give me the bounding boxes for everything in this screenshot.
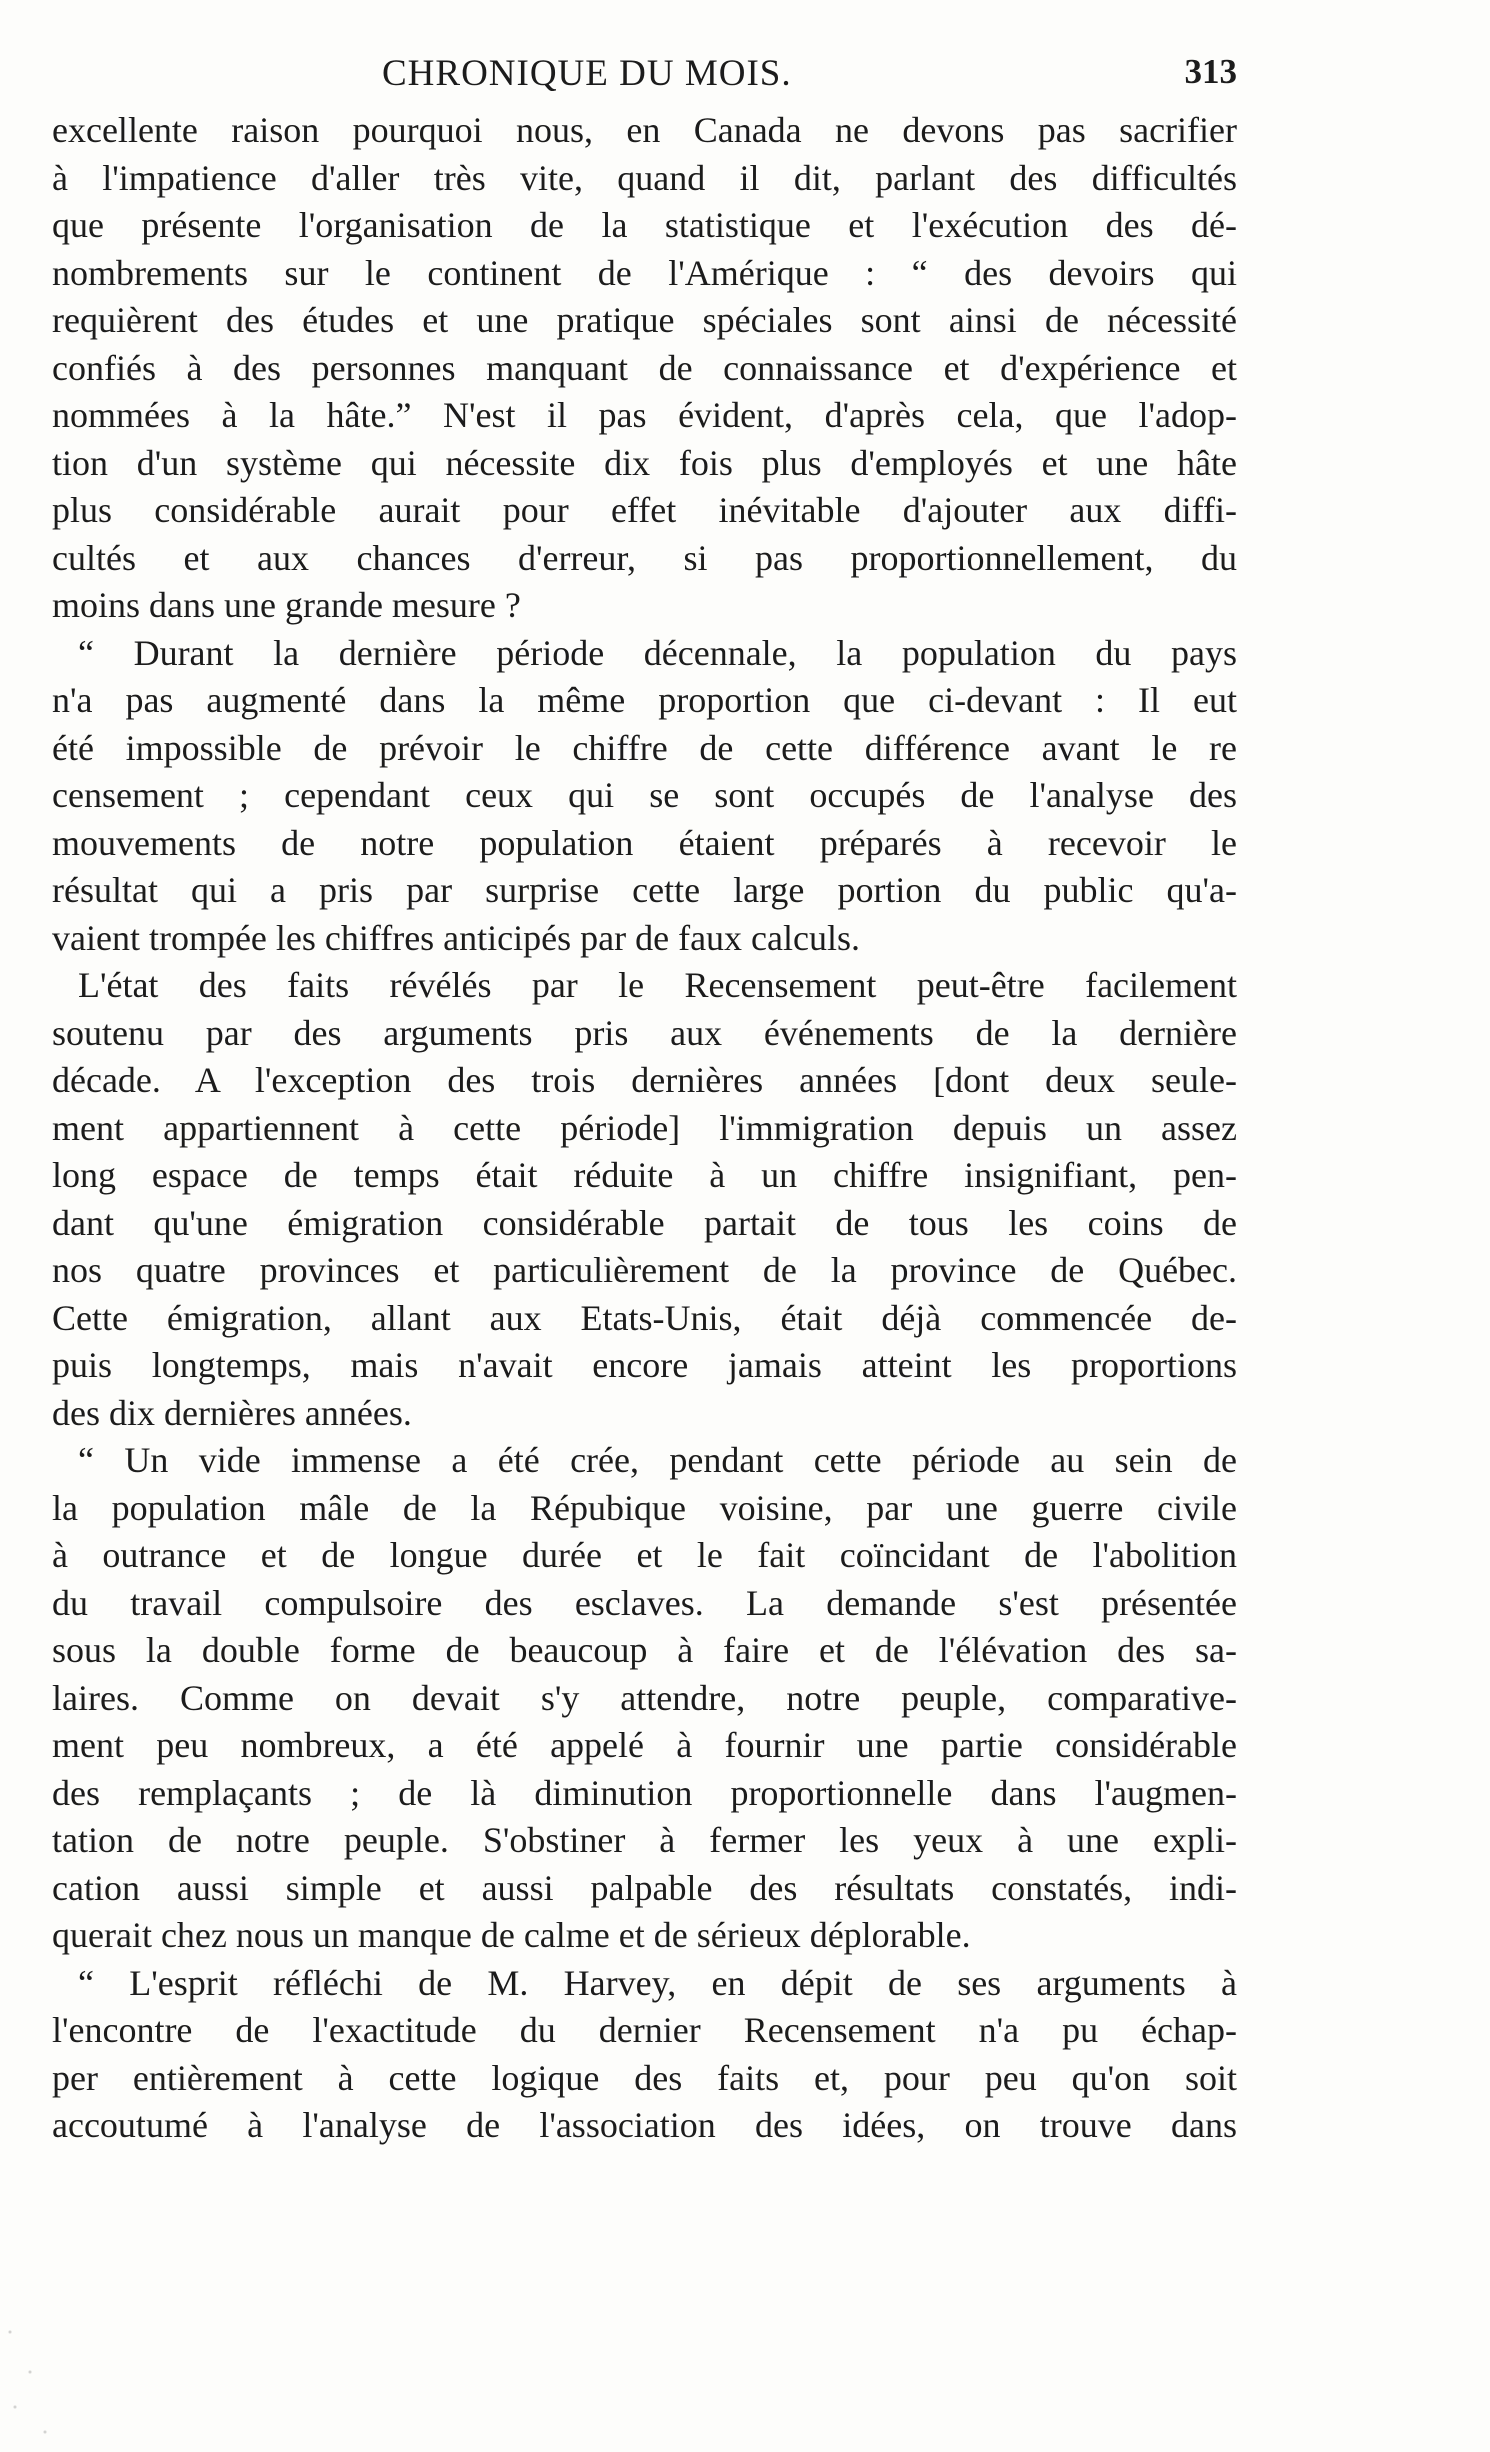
text-line: résultat qui a pris par surprise cette large portion du public qu'a- (52, 870, 1237, 910)
text-line: nombrements sur le continent de l'Amérique : “ des devoirs qui (52, 252, 1237, 293)
text-line: tion d'un système qui nécessite dix fois plus d'employés et une hâte (52, 442, 1237, 483)
text-line: “ Un vide immense a été crée, pendant cette période au sein de (78, 1440, 1237, 1480)
text-line: querait chez nous un manque de calme et de sérieux déplorable. (52, 1915, 971, 1955)
text-line: ment peu nombreux, a été appelé à fournir une partie considérable (52, 1725, 1237, 1765)
text-line: mouvements de notre population étaient préparés à recevoir le (52, 822, 1237, 863)
text-line: long espace de temps était réduite à un chiffre insignifiant, pen- (52, 1155, 1237, 1195)
text-line: vaient trompée les chiffres anticipés par de faux calculs. (52, 917, 860, 958)
text-line: laires. Comme on devait s'y attendre, notre peuple, comparative- (52, 1677, 1237, 1718)
text-line: Cette émigration, allant aux Etats-Unis, était déjà commencée de- (52, 1297, 1237, 1338)
page-number: 313 (1184, 52, 1237, 91)
text-line: censement ; cependant ceux qui se sont occupés de l'analyse des (52, 775, 1237, 815)
text-line: per entièrement à cette logique des faits et, pour peu qu'on soit (52, 2057, 1237, 2098)
text-line: soutenu par des arguments pris aux événements de la dernière (52, 1012, 1237, 1053)
running-head (52, 52, 1237, 102)
text-line: nommées à la hâte.” N'est il pas évident, d'après cela, que l'adop- (52, 395, 1237, 435)
text-line: décade. A l'exception des trois dernières années [dont deux seule- (52, 1060, 1237, 1100)
text-line: plus considérable aurait pour effet inévitable d'ajouter aux diffi- (52, 490, 1237, 530)
text-line: confiés à des personnes manquant de connaissance et d'expérience et (52, 347, 1237, 388)
text-line: excellente raison pourquoi nous, en Canada ne devons pas sacrifier (52, 110, 1237, 150)
text-line: “ L'esprit réfléchi de M. Harvey, en dépit de ses arguments à (78, 1962, 1237, 2003)
text-line: l'encontre de l'exactitude du dernier Recensement n'a pu échap- (52, 2010, 1237, 2050)
text-line: des remplaçants ; de là diminution proportionnelle dans l'augmen- (52, 1772, 1237, 1813)
text-line: cultés et aux chances d'erreur, si pas proportionnellement, du (52, 537, 1237, 578)
text-line: L'état des faits révélés par le Recensement peut-être facilement (78, 965, 1237, 1005)
text-line: que présente l'organisation de la statistique et l'exécution des dé- (52, 205, 1237, 245)
text-line: tation de notre peuple. S'obstiner à fermer les yeux à une expli- (52, 1820, 1237, 1860)
scan-speckle (0, 2312, 70, 2452)
text-line: moins dans une grande mesure ? (52, 585, 521, 625)
text-line: été impossible de prévoir le chiffre de cette différence avant le re (52, 727, 1237, 768)
text-line: du travail compulsoire des esclaves. La demande s'est présentée (52, 1582, 1237, 1623)
text-line: la population mâle de la Répubique voisine, par une guerre civile (52, 1487, 1237, 1528)
body-text (52, 107, 1237, 2150)
text-line: requièrent des études et une pratique spéciales sont ainsi de nécessité (52, 300, 1237, 340)
text-line: sous la double forme de beaucoup à faire et de l'élévation des sa- (52, 1630, 1237, 1670)
text-line: puis longtemps, mais n'avait encore jamais atteint les proportions (52, 1345, 1237, 1385)
text-line: “ Durant la dernière période décennale, la population du pays (78, 632, 1237, 673)
text-line: accoutumé à l'analyse de l'association des idées, on trouve dans (52, 2105, 1237, 2145)
running-title: CHRONIQUE DU MOIS. (382, 53, 792, 94)
text-line: à l'impatience d'aller très vite, quand il dit, parlant des difficultés (52, 157, 1237, 198)
text-line: n'a pas augmenté dans la même proportion que ci-devant : Il eut (52, 680, 1237, 720)
text-line: nos quatre provinces et particulièrement de la province de Québec. (52, 1250, 1237, 1290)
text-line: ment appartiennent à cette période] l'immigration depuis un assez (52, 1107, 1237, 1148)
text-line: des dix dernières années. (52, 1392, 412, 1433)
text-line: dant qu'une émigration considérable partait de tous les coins de (52, 1202, 1237, 1243)
text-line: cation aussi simple et aussi palpable des résultats constatés, indi- (52, 1867, 1237, 1908)
text-line: à outrance et de longue durée et le fait coïncidant de l'abolition (52, 1535, 1237, 1575)
